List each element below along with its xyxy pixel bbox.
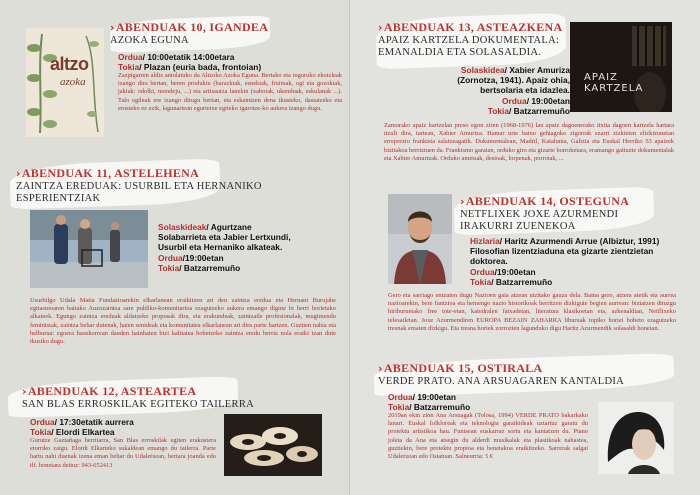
photo-icon [570, 22, 672, 112]
event-dec-12 [22, 384, 342, 411]
event-description: Zamorako apaiz kartzelan preso egon ziren (1968-1976) lau apaiz dagoenerako itxita dagoen kartzela hartara itzuli dira, tartean, Xabier Amuriza. Hamar urte baino gehiagoko zigorrak ezarri zizkieten elizkizunetan erreprezio frankista salatzeagatik. Dokumentalean, Madril, Katalunia, Galizia eta Euskal Herriko 53 apaizek bizitakoa berriztuen da. Frankismo garaian, orduko giro eta gizarte borroketara, eramango gaituzte dokumentalak eta Xabier Amurizak. Orduko ametsak, desioak, lorpenak, porrotak, ... [384, 122, 674, 162]
event-dec-14 [460, 194, 680, 233]
event-subtitle: VERDE PRATO. ANA ARSUAGAREN KANTALDIA [378, 376, 625, 387]
apaiz-kartzela-poster [570, 22, 672, 112]
avatar [388, 194, 452, 284]
event-subtitle: AZOKA EGUNA [110, 35, 189, 46]
event-date: ABENDUAK 15, OSTIRALA [383, 361, 543, 375]
time-value: / 10:00etatik 14:00etara [142, 52, 235, 62]
place-value: / Batzarremuño [179, 262, 241, 273]
time-value: / 17:30etatik aurrera [54, 417, 134, 427]
speaker-label: Hizlaria [470, 236, 500, 246]
avatar [598, 402, 674, 474]
event-heading [16, 166, 346, 181]
street-walkers-photo [30, 210, 148, 288]
speaker-value: / Haritz Azurmendi Arrue (Albiztur, 1991) Filosofian lizentziaduna eta gizarte zientzietan doktorea. [470, 236, 660, 267]
poster-line: KARTZELA [584, 83, 644, 94]
event-meta [388, 392, 548, 412]
event-heading [378, 361, 678, 376]
speaker-portrait [388, 194, 452, 284]
event-description: 2019an ekin zion Ana Arsuagak (Tolosa, 1994) VERDE PRATO bakarkako lanari. Euskal folkloreak eta teknologia garaikideak uztartuz garatu du proiektu artistikoa hau. Funtsean euskarraz sortu eta kantatzen du. Piano joleta da Ana eta atsegin du alderdi musikalak eta plastikoak nahastea, guztiekin, bere proiektu propioa eta benetakoa eraikitzeko. Sarrerak salgai Udaletxean edo Ostatuan. Salneurria: 5 € [388, 412, 588, 461]
event-date: ABENDUAK 10, IGANDEA [115, 20, 269, 34]
event-heading [460, 194, 680, 209]
place-label: Tokia [487, 105, 510, 116]
chevron-icon: › [378, 21, 383, 34]
event-subtitle: ESPERIENTZIAK [16, 193, 101, 204]
speaker-value: / Xabier Amuriza (Zornotza, 1941). Apaiz ohia, bertsolaria eta idazlea. [457, 65, 570, 96]
poster-line: APAIZ [584, 72, 618, 83]
time-label: Ordua [30, 417, 55, 427]
chevron-icon: › [22, 385, 27, 398]
event-meta [158, 222, 298, 273]
event-description: Zazpigarren aldiz antolatuko da Altzoko Azoka Eguna. Bertako eta inguruko ekoizleak izango dira bertan, beren produktu (barazkiak, esnekiak, fruituak, ogi eta gozokiak, jakiak: odolki, mondeju, ...) eta artisautza lanekin (xaboiak, ukenduak, eskulanak ...). Talo egileak ere izango ditugu bertan, eta eskaintzen dena ikusteko, dastatzeko eta erosteko ez ezik, lagunartean egurtetxe egiteko igarotze-ko aukera izango dugu. [118, 72, 342, 112]
place-value: / Batzarremuño [509, 105, 570, 116]
event-meta [438, 65, 570, 116]
erroskilak-photo [224, 414, 322, 476]
event-date: ABENDUAK 13, ASTEAZKENA [383, 20, 563, 34]
time-value: / 19:00etan [412, 392, 456, 402]
place-value: / Elordi Elkartea [51, 427, 115, 438]
singer-portrait [598, 402, 674, 474]
event-description: Gurutze Gaztañaga herritarra, San Blas erroskilak egiten erakustera etorriko zaigu. Elordi Elkarteko sukaldean emango du tailerra. Parte hartu nahi duenak izena eman behar du Udaletxean, bertara joanda edo tlf. honetara deituz: 943-652413 [30, 437, 216, 469]
event-dec-10 [110, 20, 340, 47]
time-value: / 19:00etan [526, 95, 570, 106]
time-label: Ordua [158, 252, 183, 263]
event-date: ABENDUAK 14, OSTEGUNA [465, 194, 630, 208]
poster-text [584, 72, 643, 94]
place-label: Tokia [470, 276, 492, 287]
poster-subtitle: azoka [60, 76, 86, 88]
event-meta [118, 52, 338, 72]
photo-icon [30, 210, 148, 288]
event-subtitle: SAN BLAS ERROSKILAK EGITEKO TAILERRA [22, 399, 255, 410]
event-heading [110, 20, 340, 35]
place-value: / Batzarremuño [409, 402, 471, 413]
photo-icon [224, 414, 322, 476]
event-dec-13 [378, 20, 588, 59]
event-heading [378, 20, 588, 35]
event-subtitle: EMANALDIA ETA SOLASALDIA. [378, 47, 542, 58]
chevron-icon: › [110, 21, 115, 34]
time-label: Ordua [470, 266, 495, 277]
speakers-label: Solaskideak [158, 222, 207, 232]
event-subtitle: ZAINTZA EREDUAK: USURBIL ETA HERNANIKO [16, 181, 262, 192]
event-description: Gero eta sarriago entzuten dugu Nazioen gaia atzean utzitako gauza dela. Baina gero, atzera atetik eta aurrea nazioarekin, bere funtzioa eta hemengo nazio historikoak berritzen dizkigute begien aurrean: biziatzen dituzgu hiriburuetako free tote-etan, katedralen fatxadetan, literatura klasikoetan eta, azkenaldian, Netflixeko telesailetan. Joxe Azurmendiren EUROPA BEZAIN ZAHARRA liburuak topiko horiei hobeto ezagutzeko tresnak ematen dizkigu. Eta tresna horiek zorrozten lagunduko digu Haritz Azurmendik solasaldi honetan. [388, 292, 676, 332]
speakers-value: / Agurtzane Solabarrieta eta Jabier Lertxundi, Usurbil eta Hernaniko alkateak. [158, 222, 291, 253]
place-label: Tokia [30, 427, 52, 438]
chevron-icon: › [16, 167, 21, 180]
event-dec-11 [16, 166, 346, 205]
event-description: Usurbilgo Udala Matia Fundazioarekin elkarlanean eraikitzen ari den zaintza eredua eta Hernani Burujabe egitasmoaren baitako Auzozaintza sare publiko-komunitarioa ezagutzeko aukera emango digute bi herri horietako alkateek. Egungo zaintza ereduak aldatzeko proposak dira, eta erakundeak, zaintzaile profesionalak, mugimendu feministak, zaintza behar dutenak, haien senideak eta komunitatea elkarlanean ari dira parte hartzen. Guztien nahia eta helburua: egoera hauskorrean dauden hainbaten bizi kalitatea hobetzeko zaintza eredu berria nola eraiki izan dute ikusiko dugu. [30, 297, 336, 346]
place-label: Tokia [388, 402, 410, 413]
event-subtitle: IRAKURRI ZUENEKOA [460, 221, 576, 232]
time-value: /19:00etan [182, 252, 224, 263]
event-date: ABENDUAK 11, ASTELEHENA [21, 166, 200, 180]
event-meta [470, 236, 676, 287]
event-heading [22, 384, 342, 399]
place-value: / Batzarremuño [491, 276, 553, 287]
event-dec-15 [378, 361, 678, 388]
speaker-label: Solaskidea [460, 65, 505, 75]
event-date: ABENDUAK 12, ASTEARTEA [27, 384, 197, 398]
place-label: Tokia [118, 62, 140, 73]
event-subtitle: APAIZ KARTZELA DOKUMENTALA: [378, 35, 560, 46]
place-label: Tokia [158, 262, 180, 273]
chevron-icon: › [460, 195, 465, 208]
time-label: Ordua [118, 52, 143, 62]
event-subtitle: NETFLIXEK JOXE AZURMENDI [460, 209, 619, 220]
place-value: / Plazan (euria bada, frontoian) [139, 62, 262, 73]
time-value: /19:00etan [494, 266, 536, 277]
event-meta [30, 417, 220, 437]
time-label: Ordua [502, 95, 527, 106]
altzo-azoka-poster [26, 28, 104, 137]
time-label: Ordua [388, 392, 413, 402]
poster-title: altzo [50, 54, 89, 74]
right-page [350, 0, 700, 495]
chevron-icon: › [378, 362, 383, 375]
